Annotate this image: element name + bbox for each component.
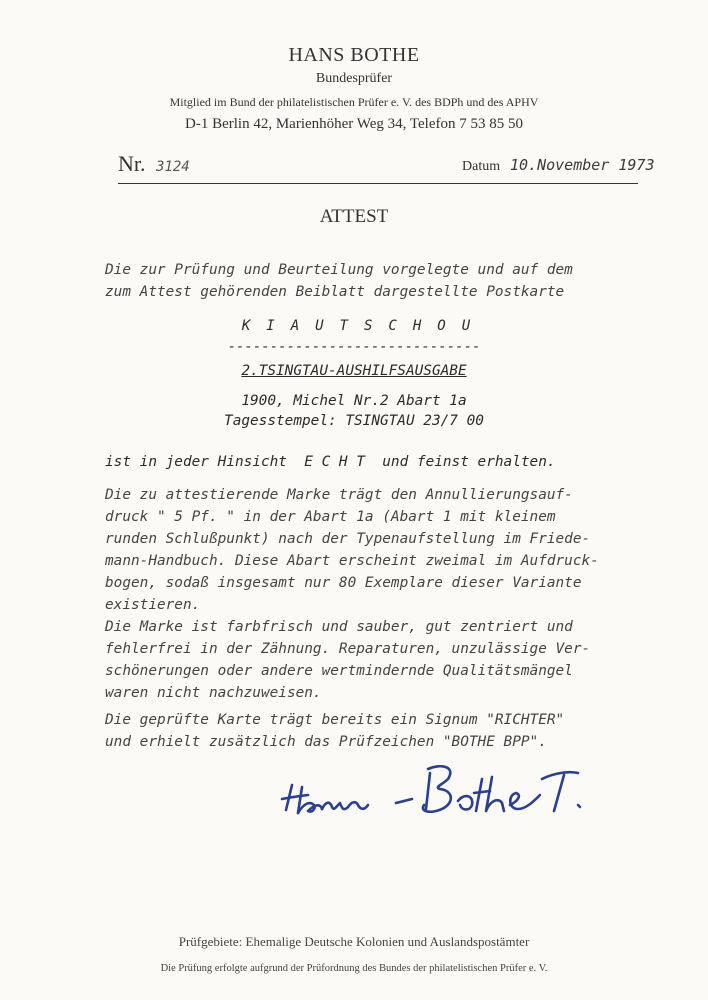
stamp-country: KIAUTSCHOU xyxy=(241,318,487,334)
paragraph-line: Die zu attestierende Marke trägt den Annullierungsauf- xyxy=(105,487,573,503)
footer-regulation-note: Die Prüfung erfolgte aufgrund der Prüfordnung des Bundes der philatelistischen Prüfer e. V. xyxy=(160,963,548,974)
paragraph-line: schönerungen oder andere wertmindernde Qualitätsmängel xyxy=(105,663,573,679)
condition-paragraph xyxy=(105,616,590,704)
paragraph-line: Die geprüfte Karte trägt bereits ein Signum "RICHTER" xyxy=(105,712,565,728)
paragraph-line: und erhielt zusätzlich das Prüfzeichen "BOTHE BPP". xyxy=(105,734,547,750)
letterhead-membership: Mitglied im Bund der philatelistischen Prüfer e. V. des BDPh und des APHV xyxy=(169,95,539,109)
paragraph-line: existieren. xyxy=(105,597,201,613)
certificate-date: 10.November 1973 xyxy=(510,156,655,174)
certificate-number: 3124 xyxy=(156,159,190,175)
letterhead-address: D-1 Berlin 42, Marienhöher Weg 34, Telefon 7 53 85 50 xyxy=(185,116,523,132)
letterhead-name: HANS BOTHE xyxy=(288,44,420,66)
stamp-issue: 2.TSINGTAU-AUSHILFSAUSGABE xyxy=(241,363,467,379)
certificate-number-label: Nr. xyxy=(118,151,146,176)
cancellation-postmark: Tagesstempel: TSINGTAU 23/7 00 xyxy=(224,413,484,429)
paragraph-line: runden Schlußpunkt) nach der Typenaufstellung im Friede- xyxy=(105,531,591,547)
paragraph-line: Die Marke ist farbfrisch und sauber, gut zentriert und xyxy=(105,619,573,635)
footer-expertise-areas: Prüfgebiete: Ehemalige Deutsche Kolonien und Auslandspostämter xyxy=(178,934,530,949)
header-rule xyxy=(118,183,638,184)
dash-separator: ------------------------------ xyxy=(227,339,481,355)
attest-title: ATTEST xyxy=(319,206,389,227)
verdict-line: ist in jeder Hinsicht E C H T und feinst erhalten. xyxy=(105,454,556,470)
paragraph-line: druck " 5 Pf. " in der Abart 1a (Abart 1 mit kleinem xyxy=(105,509,556,525)
intro-line: Die zur Prüfung und Beurteilung vorgelegte und auf dem xyxy=(105,262,573,278)
description-paragraph xyxy=(105,484,599,616)
paragraph-line: fehlerfrei in der Zähnung. Reparaturen, unzulässige Ver- xyxy=(105,641,591,657)
catalog-reference: 1900, Michel Nr.2 Abart 1a xyxy=(241,393,467,409)
paragraph-line: waren nicht nachzuweisen. xyxy=(105,685,322,701)
paragraph-line: mann-Handbuch. Diese Abart erscheint zweimal im Aufdruck- xyxy=(105,553,599,569)
intro-paragraph xyxy=(105,259,573,303)
date-label: Datum xyxy=(462,159,501,174)
intro-line: zum Attest gehörenden Beiblatt dargestellte Postkarte xyxy=(105,284,565,300)
letterhead-title: Bundesprüfer xyxy=(315,71,393,86)
handwritten-signature xyxy=(278,755,618,845)
signum-paragraph xyxy=(105,709,564,753)
paragraph-line: bogen, sodaß insgesamt nur 80 Exemplare dieser Variante xyxy=(105,575,582,591)
